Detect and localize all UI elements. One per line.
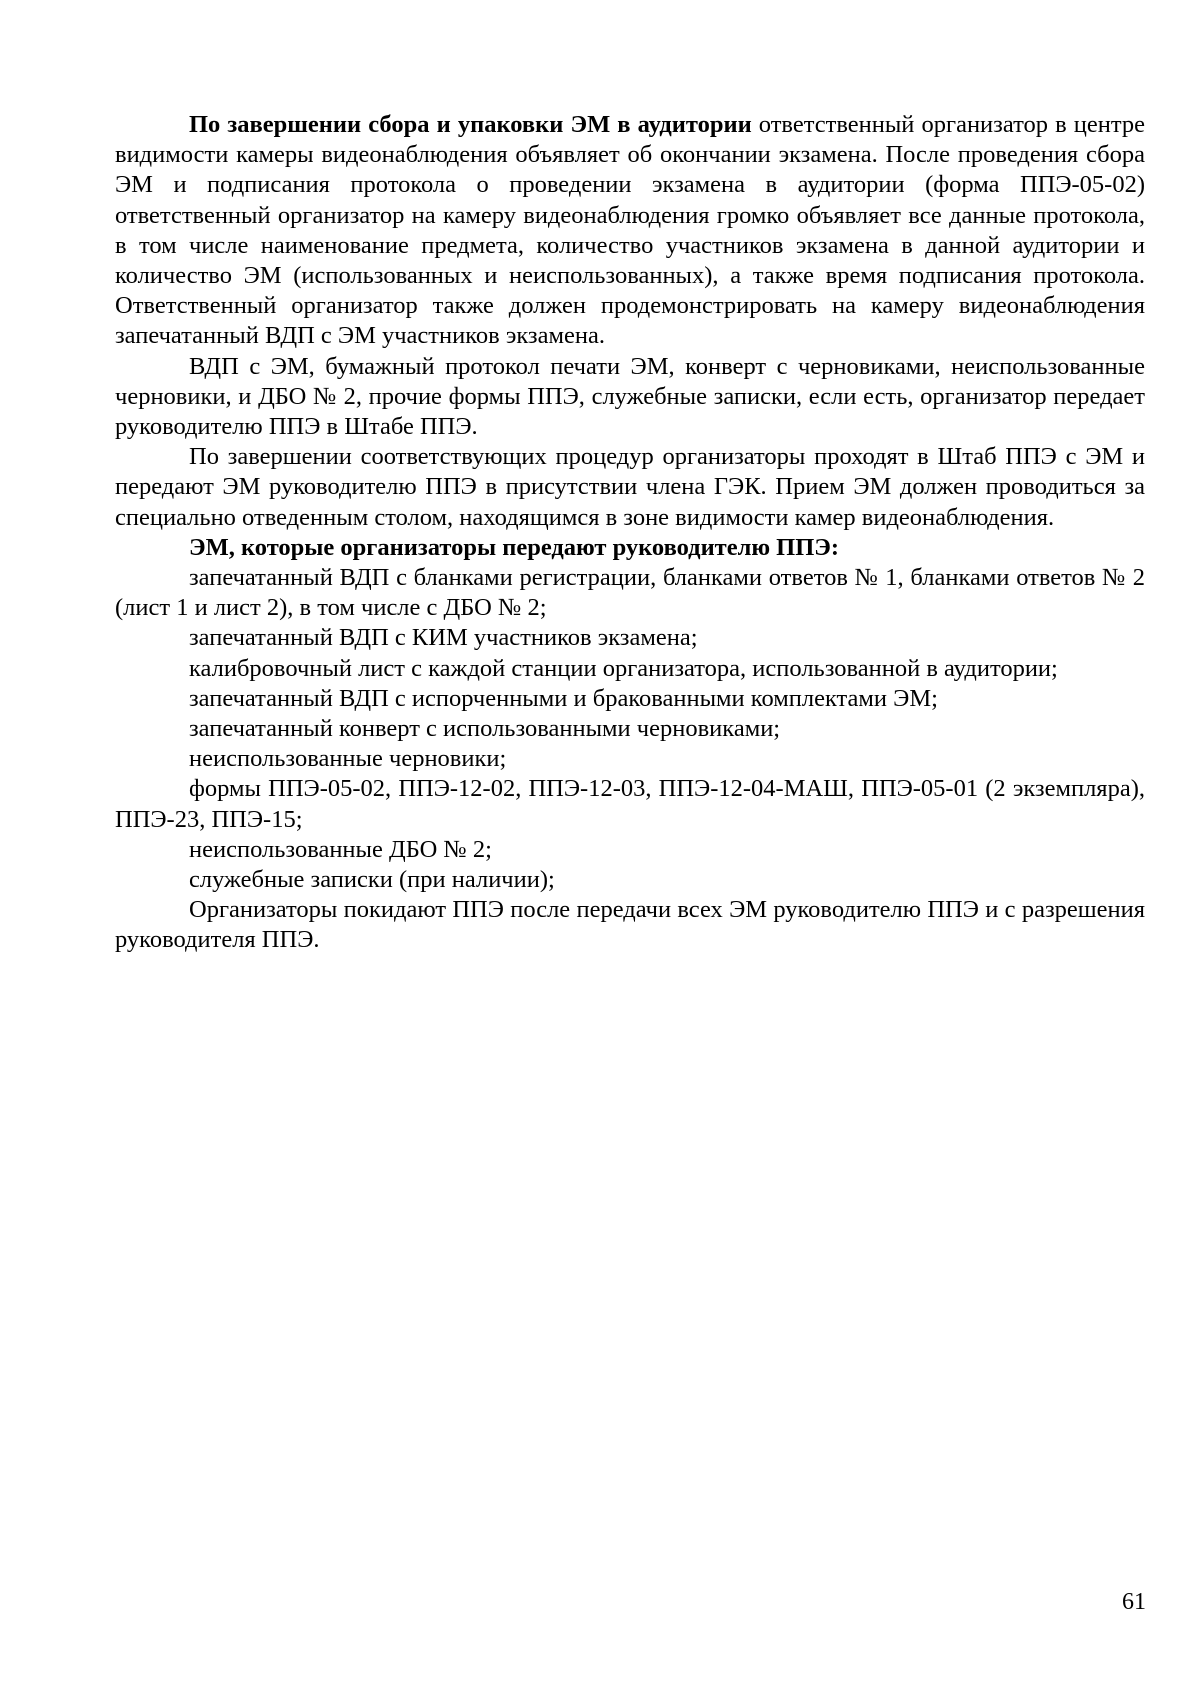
list-item: запечатанный ВДП с КИМ участников экзамена;: [189, 624, 698, 652]
page-number: 61: [1122, 1589, 1146, 1615]
paragraph-final: Организаторы покидают ППЭ после передачи всех ЭМ руководителю ППЭ и с разрешения руководителя ППЭ.: [115, 896, 1145, 954]
list-item: запечатанный ВДП с испорченными и бракованными комплектами ЭМ;: [189, 684, 938, 712]
list-item: калибровочный лист с каждой станции организатора, использованной в аудитории;: [189, 654, 1058, 682]
list-item: запечатанный конверт с использованными черновиками;: [189, 715, 781, 743]
list-item: служебные записки (при наличии);: [189, 866, 555, 894]
paragraph-text: ответственный организатор в центре видимости камеры видеонаблюдения объявляет об окончании экзамена. После проведения сбора ЭМ и подписания протокола о проведении экзамена в аудитории (форма ППЭ-05-02) ответственный организатор на камеру видеонаблюдения громко объявляет все данные протокола, в том числе наименование предмета, количество участников экзамена в данной аудитории и количество ЭМ (использованных и неиспользованных), а также время подписания протокола. Ответственный организатор также должен продемонстрировать на камеру видеонаблюдения запечатанный ВДП с ЭМ участников экзамена.: [115, 111, 1145, 350]
paragraph-hq-procedure: По завершении соответствующих процедур организаторы проходят в Штаб ППЭ с ЭМ и передают ЭМ руководителю ППЭ в присутствии члена ГЭК. Прием ЭМ должен проводиться за специально отведенным столом, находящимся в зоне видимости камер видеонаблюдения.: [115, 443, 1145, 531]
list-heading-text: ЭМ, которые организаторы передают руководителю ППЭ:: [189, 533, 840, 561]
document-body: [115, 110, 1145, 956]
list-heading: [115, 533, 1145, 563]
list-item: неиспользованные черновики;: [189, 745, 507, 773]
list-item: неиспользованные ДБО № 2;: [189, 835, 492, 863]
list-item: запечатанный ВДП с бланками регистрации, бланками ответов № 1, бланками ответов № 2 (лист 1 и лист 2), в том числе с ДБО № 2;: [115, 564, 1145, 622]
paragraph-lead-bold: По завершении сбора и упаковки ЭМ в аудитории: [189, 111, 752, 138]
list-item: формы ППЭ-05-02, ППЭ-12-02, ППЭ-12-03, ППЭ-12-04-МАШ, ППЭ-05-01 (2 экземпляра), ППЭ-23, ППЭ-15;: [115, 775, 1145, 833]
paragraph-materials-transfer: ВДП с ЭМ, бумажный протокол печати ЭМ, конверт с черновиками, неиспользованные черновики, и ДБО № 2, прочие формы ППЭ, служебные записки, если есть, организатор передает руководителю ППЭ в Штабе ППЭ.: [115, 352, 1145, 441]
paragraph-collection-procedure: [115, 110, 1145, 352]
